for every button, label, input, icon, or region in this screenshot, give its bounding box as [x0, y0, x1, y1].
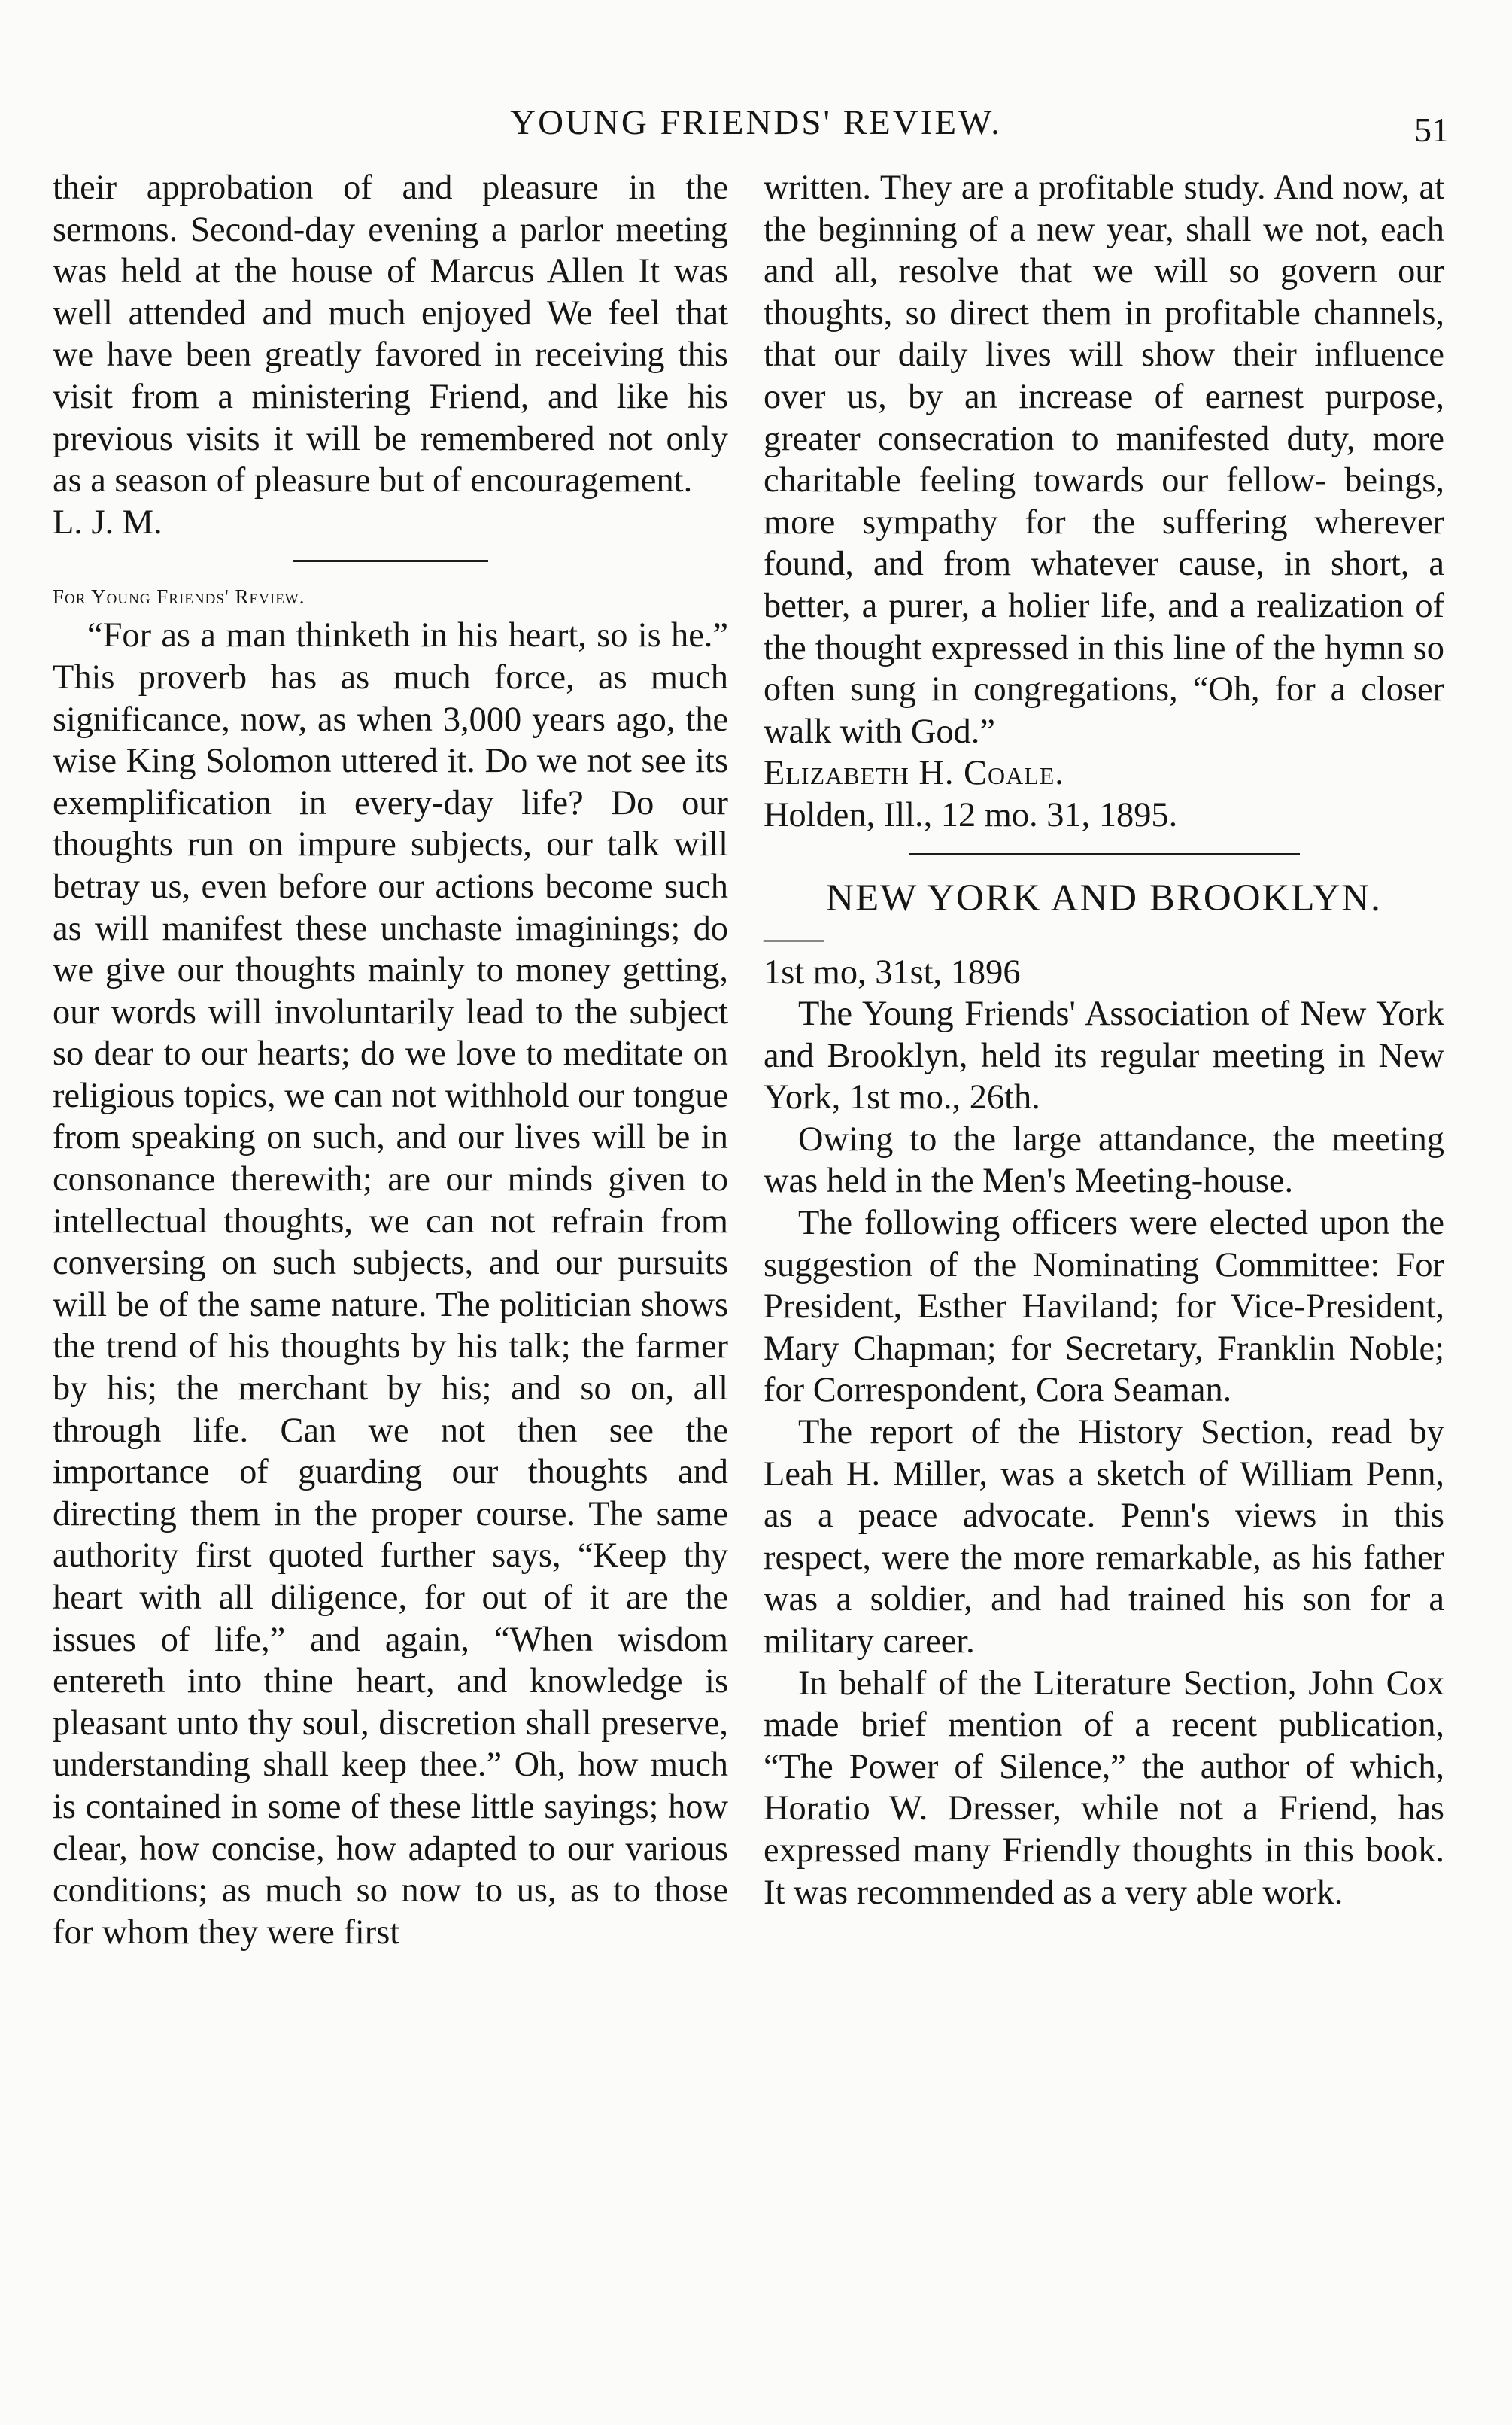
- report-paragraph: Owing to the large attandance, the meeting was held in the Men's Meeting-house.: [764, 1120, 1444, 1201]
- dateline: 1st mo, 31st, 1896: [764, 953, 1021, 992]
- running-title: YOUNG FRIENDS' REVIEW.: [510, 103, 1002, 142]
- article-body: “For as a man thinketh in his heart, so is he.” This proverb has as much force, as much significance, now, as when 3,000 years ago, the wise King Solomon uttered it. Do we not see its exemplification in every-day life? Do our thoughts run on impure subjects, our talk will betray us, even before our actions become such as will manifest these unchaste imaginings; do we give our thoughts mainly to money getting, our words will involuntarily lead to the subject so dear to our hearts; do we love to meditate on religious topics, we can not withhold our tongue from speaking on such, and our lives will be in consonance therewith; are our minds given to intellectual thoughts, we can not refrain from conversing on such subjects, and our pursuits will be of the same nature. The politician shows the trend of his thoughts by his talk; the farmer by his; the merchant by his; and so on, all through life. Can we not then see the importance of guarding our thoughts and directing them in the proper course. The same authority first quoted further says, “Keep thy heart with all diligence, for out of it are the issues of life,” and again, “When wisdom entereth into thine heart, and knowledge is pleasant unto thy soul, discretion shall preserve, understanding shall keep thee.” Oh, how much is contained in some of these little sayings; how clear, how concise, how adapted to our various conditions; as much so now to us, as to those for whom they were first: [53, 616, 728, 1952]
- place-date-line: Holden, Ill., 12 mo. 31, 1895.: [764, 795, 1178, 834]
- report-paragraph: The following officers were elected upon the suggestion of the Nominating Committee: For President, Esther Haviland; for Vice-President, Mary Chapman; for Secretary, Franklin Noble; for Correspondent, Cora Seaman.: [764, 1204, 1444, 1410]
- report-paragraph: The Young Friends' Association of New York and Brooklyn, held its regular meeting in New York, 1st mo., 26th.: [764, 995, 1444, 1117]
- section-divider: [293, 560, 488, 562]
- page-number: 51: [1414, 111, 1449, 149]
- left-column: [53, 167, 728, 1953]
- signature-initials: L. J. M.: [53, 503, 162, 542]
- right-column: [764, 167, 1444, 1913]
- article-continuation: written. They are a profitable study. And now, at the beginning of a new year, shall we not, each and all, resolve that we will so govern our thoughts, so direct them in profitable channels, that our daily lives will show their influence over us, by an increase of earnest purpose, greater consecration to manifested duty, more charitable feeling towards our fellow- beings, more sympathy for the suffering wherever found, and from whatever cause, in short, a better, a purer, a holier life, and a realization of the thought expressed in this line of the hymn so often sung in congregations, “Oh, for a closer walk with God.”: [764, 169, 1444, 751]
- article-attribution: For Young Friends' Review.: [53, 585, 305, 609]
- page-header: [0, 96, 1512, 157]
- author-signature: Elizabeth H. Coale.: [764, 754, 1064, 793]
- report-paragraph: The report of the History Section, read by Leah H. Miller, was a sketch of William Penn, as a peace advocate. Penn's views in this respect, were the more remarkable, as his father was a soldier, and had trained his son for a military career.: [764, 1413, 1444, 1661]
- continued-paragraph: their approbation of and pleasure in the sermons. Second-day evening a parlor meeting was held at the house of Marcus Allen It was well attended and much enjoyed We feel that we have been greatly favored in receiving this visit from a ministering Friend, and like his previous visits it will be remembered not only as a season of pleasure but of encouragement.: [53, 169, 728, 500]
- heading-dash: ——: [764, 920, 824, 955]
- section-divider: [909, 853, 1300, 855]
- section-heading: NEW YORK AND BROOKLYN.: [826, 877, 1382, 919]
- report-paragraph: In behalf of the Literature Section, John Cox made brief mention of a recent publication, “The Power of Silence,” the author of which, Horatio W. Dresser, while not a Friend, has expressed many Friendly thoughts in this book. It was recommended as a very able work.: [764, 1664, 1444, 1912]
